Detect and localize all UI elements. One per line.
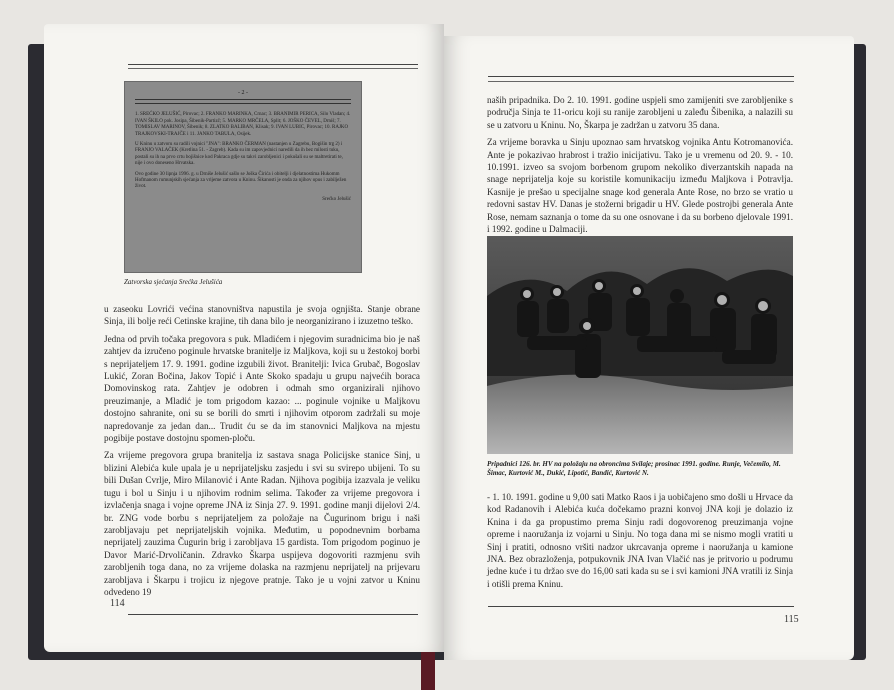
figure-rule — [135, 99, 351, 100]
footer-rule — [488, 606, 794, 607]
figure-paragraph: U Kninu u zatvoru su radili vojnici "JNA": BRANKO ČERMAN (nastanjen u Zagrebu, Bogišin trg 2) i FRANJO VALAČEK (Kretlina 51. - Zagreb). Kada su im zapovjednici naredili da ih bez milosti tuku, postali su ih na prvo crtu bojišnice kod Pakraca gdje su takvi zarobljenici i pokušali su se maltretirati te, nije i ovo doneseno Hrvatska. — [135, 142, 343, 167]
page-number: 114 — [110, 598, 125, 609]
figure-paragraph: Ovo godine 30 lipnja 1996. g. u Drniše Jelušić sašlo se Joška Čirića i obitelji i djelatnostima Hukomm Hofmanom rumunjskih sjećanja za vrijeme zatvora u Kninu. Šikanosti je onda za njihov opus i zabilježen život. — [135, 171, 347, 190]
paragraph: naših pripadnika. Do 2. 10. 1991. godine uspjeli smo zamijeniti sve zarobljenike s područja Sinja te 11-oricu koji su ranije zarobljeni u zaleđu Šibenika, a nalazili su se u zatvoru u Kninu. No, Škarpa je zadržan u zatvoru 35 dana. — [487, 95, 793, 130]
header-rule — [488, 76, 794, 77]
figure-caption: Zatvorska sjećanja Srećka Jelušića — [124, 278, 223, 286]
paragraph: u zaseoku Lovrići većina stanovništva napustila je svoja ognjišta. Stanje obrane Sinja, ili bolje reći Cetinske krajine, tih dana bilo je neorganizirano i izuzetno teško. — [104, 304, 420, 327]
document-figure — [124, 81, 362, 273]
left-body-text — [104, 303, 420, 603]
footer-rule — [128, 614, 418, 615]
header-rule — [128, 68, 418, 69]
photo-caption: Pripadnici 126. br. HV na položaju na obroncima Svilaje; prosinac 1991. godine. Runje, Večemilo, M. Šimac, Kurtović M., Dukić, Lipotić, Bandić, Kurtović N. — [487, 460, 781, 477]
left-page — [44, 24, 444, 652]
paragraph: Za vrijeme boravka u Sinju upoznao sam hrvatskog vojnika Antu Kotromanovića. Ante je pokazivao hrabrost i tražio inicijativu. Tako je u vremenu od 20. 9. - 10. 10.1991. izveo sa svojom borbenom grupom nekoliko diverzantskih napada na snage neprijatelja koje su koristile komunikaciju između Maljkova i Potravlja. Kasnije je prešao u specijalne snage kod generala Ante Rose, no brzo se vratio u redovni sastav HV. Danas je stožerni brigadir u HV. Glede postrojbi generala Ante Rose, nemam saznanja o tome da su one osnovane i da su borbeno djelovale 1991. i 1992. godine u Dalmaciji. — [487, 137, 793, 235]
paragraph: Za vrijeme pregovora grupa branitelja iz sastava snaga Policijske stanice Sinj, u blizini Alebića kule upala je u neprijateljsku zasjedu i svi su svirepo ubijeni. To su bili Dušan Cvrlje, Miro Milanović i Ante Radan. Njihova pogibija izazvala je veliku tugu i bol u Sinju i u njihovim rodnim selima. Također za vrijeme pregovora i izvlačenja snaga i vojne opreme JNA iz Sinja 27. 9. 1991. godine manji dijelovi 2/4. br. ZNG vode borbu s neprijateljem za položaje na Čugurinom brigu i naši zarobljavaju pet neprijateljskih vojnika. Međutim, u popodnevnim borbama neprijatelj zauzima Čugurin brig i zarobljava 15 gardista. Tom prigodom poginuo je Davor Marić-Drvoličanin. Zdravko Škarpa uspijeva dogovoriti razmjenu svih zarobljenih toga dana, no za vrijeme dolaska na razmjenu neprijatelj na prijevaru zarobljava i Škarpu i trojicu iz njegove pratnje. Tako je u vojni zatvor u Kninu odvedeno 19 — [104, 450, 420, 597]
right-body-text — [487, 94, 793, 240]
right-bottom-text — [487, 491, 793, 595]
page-number: 115 — [784, 614, 799, 625]
soldiers-photo — [487, 236, 793, 454]
paragraph: Jedna od prvih točaka pregovora s puk. Mladićem i njegovim suradnicima bio je naš zahtjev da izručeno poginule hrvatske branitelje iz Maljkova, koji su u žestokoj borbi s neprijateljem 17. 9. 1991. godine izgubili život. Branitelji: Ivica Grubač, Bogoslav Lukić, Zoran Bočina, Jakov Topić i Ante Skoko spadaju u grupu najvećih boraca Domovinskog rata. Zahtjev je odobren i odmah smo organizirali njihovo preuzimanje, a Mladić je tom prigodom kazao: ... poginule vojnike u Maljkovu dostojno sahranite, oni su se borili do smrti i njihovim otporom zadržali su moje napredovanje za jedan dan... Trudit ću se da im stanovnici Maljkova na mjestu pogibije postave dostojnu spomen-ploču. — [104, 333, 420, 444]
figure-page-marker: - 2 - — [238, 90, 248, 96]
bookmark-ribbon[interactable] — [421, 652, 435, 690]
figure-paragraph: 1. SREĆKO JELUŠIĆ, Pirovac; 2. FRANKO MARINKA, Crnac; 3. BRANIMIR PERICA, Silo Vladan; 4. IVAN ŠKILO pok. Josipa, Šibenik-Partizč; 5. MARKO MRČELA, Split; 6. JOŠKO ČEVEL, Drniš; 7. TOMISLAV MARINOV, Šibenik; 8. ZLATKO BALIBAN, Klisak; 9. IVAN LUBIC, Pirovac; 10. RAJKO TRAJKOVSKI-TRAJČE i 11. JANKO TABULA, Osijek. — [135, 112, 351, 137]
header-rule — [488, 81, 794, 82]
header-rule — [128, 64, 418, 65]
figure-signature: Srećko Jelušić — [322, 196, 351, 202]
soldiers-photo-image — [487, 236, 793, 454]
paragraph: - 1. 10. 1991. godine u 9,00 sati Matko Raos i ja uobičajeno smo došli u Hrvace da kod Radanovih i Alebića kuća dočekamo prazni konvoj JNA koji je dolazio iz Knina i da ga propustimo prema Sinju radi dogovorenog preuzimanja vojne opreme i naoružanja iz vojarni u Sinju. No toga dana mi se nismo mogli vratiti u Sinj i pratiti, odnosno vršiti nadzor ukrcavanja opreme i naoružanja u kamione JNA. Bez obrazloženja, potpukovnik JNA Ivan Vlačić nas je pritvorio u podrumu jedne kuće i tu držao sve do 16,00 sati kada su se i svi kamioni JNA vratili iz Sinja i otišli prema Kninu. — [487, 492, 793, 589]
figure-rule — [135, 103, 351, 104]
right-page — [444, 36, 854, 660]
